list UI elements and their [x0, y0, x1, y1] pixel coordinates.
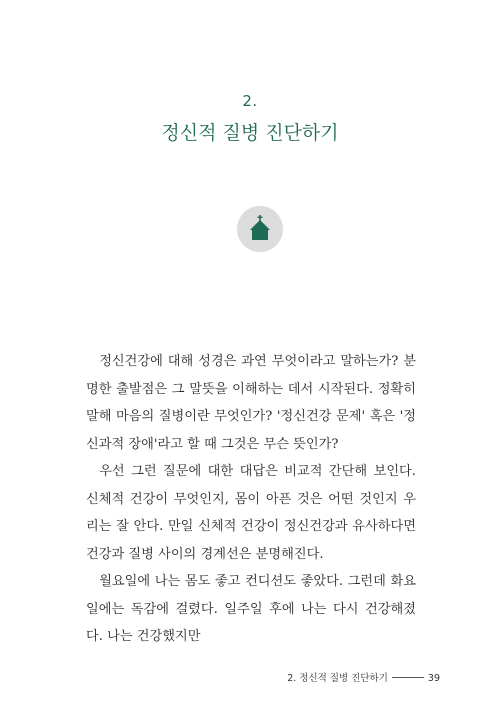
chapter-emblem [237, 206, 283, 252]
body-text [86, 348, 416, 651]
page-footer [0, 670, 440, 684]
paragraph: 우선 그런 질문에 대한 대답은 비교적 간단해 보인다. 신체적 건강이 무엇인지, 몸이 아픈 것은 어떤 것인지 우리는 잘 안다. 만일 신체적 건강이 정신건강과 유사하다면 건강과 질병 사이의 경계선은 분명해진다. [86, 464, 416, 562]
chapter-number: 2. [242, 92, 258, 110]
chapter-title: 정신적 질병 진단하기 [161, 122, 339, 144]
paragraph: 월요일에 나는 몸도 좋고 컨디션도 좋았다. 그런데 화요일에는 독감에 걸렸다. 일주일 후에 나는 다시 건강해졌다. 나는 건강했지만 [86, 574, 416, 644]
page-number: 39 [427, 673, 440, 684]
paragraph: 정신건강에 대해 성경은 과연 무엇이라고 말하는가? 분명한 출발점은 그 말뜻을 이해하는 데서 시작된다. 정확히 말해 마음의 질병이란 무엇인가? '정신건강 문제' 혹은 '정신과적 장애'라고 할 때 그것은 무슨 뜻인가? [86, 354, 416, 452]
chapel-icon [237, 206, 283, 252]
running-title: 2. 정신적 질병 진단하기 [287, 673, 388, 684]
footer-rule [392, 677, 424, 678]
